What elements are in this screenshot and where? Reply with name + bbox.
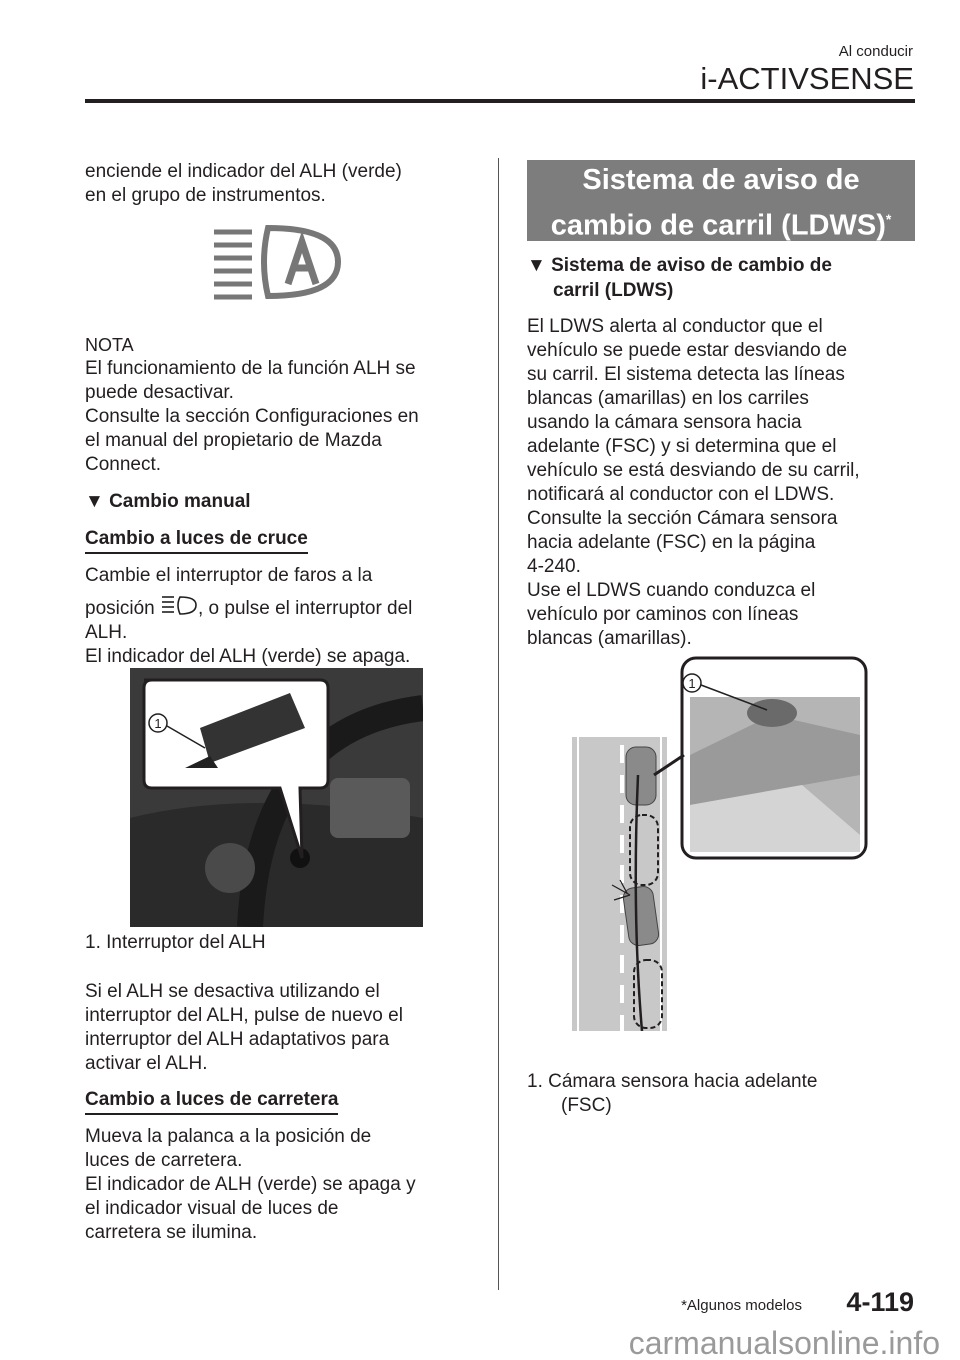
text-line: activar el ALH.: [85, 1053, 208, 1074]
text-line: 1. Cámara sensora hacia adelante: [527, 1071, 818, 1092]
text-line: Use el LDWS cuando conduzca el: [527, 580, 816, 601]
note-block: [85, 333, 419, 477]
text-line: vehículo por caminos con líneas: [527, 604, 799, 625]
chapter-title: i-ACTIVSENSE: [700, 61, 914, 96]
low-beam-heading: Cambio a luces de cruce: [85, 528, 308, 554]
text-line: hacia adelante (FSC) en la página: [527, 532, 816, 553]
text-line: El LDWS alerta al conductor que el: [527, 316, 823, 337]
text-line: vehículo se está desviando de su carril,: [527, 460, 860, 481]
text-line: Connect.: [85, 454, 162, 475]
watermark: carmanualsonline.info: [628, 1325, 940, 1360]
deactivated-text: [85, 980, 403, 1076]
text-line: El indicador del ALH (verde) se apaga.: [85, 646, 411, 667]
text-line: enciende el indicador del ALH (verde): [85, 161, 402, 182]
text-line: su carril. El sistema detecta las líneas: [527, 364, 845, 385]
text-line: el indicador visual de luces de: [85, 1198, 339, 1219]
banner-text: cambio de carril (LDWS): [550, 209, 886, 242]
text-line: carretera se ilumina.: [85, 1222, 258, 1243]
ldws-diagram: [572, 655, 868, 1031]
text-fragment: , o pulse el interruptor del: [198, 598, 413, 619]
text-line: el manual del propietario de Mazda: [85, 430, 382, 451]
alh-indicator-icon: [210, 222, 345, 302]
text-line: carril (LDWS): [553, 280, 674, 301]
text-line: ALH.: [85, 622, 128, 643]
header-rule: [85, 99, 915, 103]
text-line: vehículo se puede estar desviando de: [527, 340, 848, 361]
text-line: notificará al conductor con el LDWS.: [527, 484, 835, 505]
callout-number: 1: [154, 716, 162, 731]
high-beam-text: [85, 1125, 416, 1245]
high-beam-heading: Cambio a luces de carretera: [85, 1089, 338, 1115]
note-label: NOTA: [85, 335, 134, 355]
asterisk-mark: *: [885, 211, 892, 227]
banner-line: [527, 200, 915, 246]
text-line: 4-240.: [527, 556, 581, 577]
text-line: Mueva la palanca a la posición de: [85, 1126, 372, 1147]
low-beam-text: [85, 564, 412, 669]
figure-caption: 1. Interruptor del ALH: [85, 932, 266, 953]
text-line: [85, 594, 412, 621]
text-line: interruptor del ALH adaptativos para: [85, 1029, 390, 1050]
ldws-body: [527, 315, 860, 651]
text-line: El funcionamiento de la función ALH se: [85, 358, 416, 379]
figure-caption-right: [527, 1070, 817, 1118]
text-line: luces de carretera.: [85, 1150, 243, 1171]
section-label: Al conducir: [838, 43, 913, 60]
text-line: Si el ALH se desactiva utilizando el: [85, 981, 380, 1002]
text-line: interruptor del ALH, pulse de nuevo el: [85, 1005, 403, 1026]
page-number: 4-119: [846, 1287, 914, 1317]
text-line: Consulte la sección Configuraciones en: [85, 406, 419, 427]
banner-line: Sistema de aviso de: [582, 164, 860, 196]
text-line: usando la cámara sensora hacia: [527, 412, 802, 433]
footnote: *Algunos modelos: [681, 1297, 802, 1314]
text-line: adelante (FSC) y si determina que el: [527, 436, 837, 457]
intro-text: [85, 160, 402, 208]
manual-heading: ▼ Cambio manual: [85, 491, 251, 512]
ldws-heading: [527, 253, 832, 303]
text-line: blancas (amarillas).: [527, 628, 692, 649]
text-line: Cambie el interruptor de faros a la: [85, 565, 373, 586]
text-line: ▼ Sistema de aviso de cambio de: [527, 255, 832, 276]
text-line: en el grupo de instrumentos.: [85, 185, 326, 206]
alh-switch-photo: [130, 668, 423, 927]
text-line: (FSC): [561, 1095, 612, 1116]
text-line: El indicador de ALH (verde) se apaga y: [85, 1174, 416, 1195]
low-beam-icon: [160, 594, 198, 616]
text-fragment: posición: [85, 598, 160, 619]
text-line: blancas (amarillas) en los carriles: [527, 388, 809, 409]
section-banner: [527, 160, 915, 241]
text-line: Consulte la sección Cámara sensora: [527, 508, 838, 529]
text-line: puede desactivar.: [85, 382, 234, 403]
callout-number: 1: [688, 676, 696, 691]
column-divider: [498, 158, 499, 1290]
